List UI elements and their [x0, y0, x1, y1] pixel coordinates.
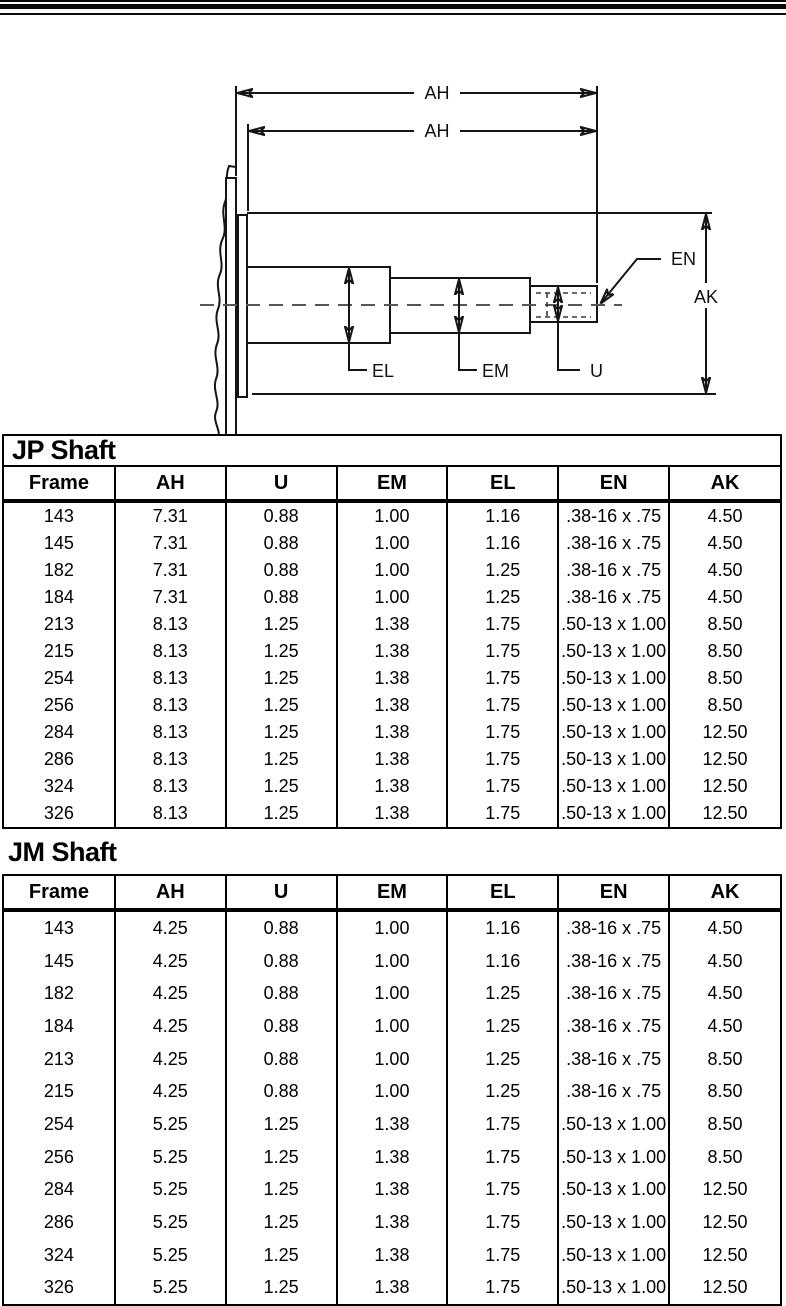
dim-label-ak: AK [693, 287, 719, 307]
table-cell: 1.25 [226, 1272, 337, 1305]
table-cell: .38-16 x .75 [558, 1010, 669, 1043]
table-cell: 4.50 [669, 977, 780, 1010]
table-cell: 0.88 [226, 530, 337, 557]
table-cell: 1.00 [337, 501, 448, 530]
table-cell: 1.75 [447, 1108, 558, 1141]
table-row [4, 719, 780, 746]
table-cell: 1.25 [447, 1043, 558, 1076]
table-row [4, 665, 780, 692]
table-row [4, 977, 780, 1010]
table-cell: 8.13 [115, 800, 226, 827]
table-cell: .50-13 x 1.00 [558, 665, 669, 692]
column-header-ak: AK [669, 467, 780, 501]
table-cell: 1.25 [226, 692, 337, 719]
table-cell: 1.75 [447, 1206, 558, 1239]
table-cell: .50-13 x 1.00 [558, 611, 669, 638]
table-cell: 8.50 [669, 638, 780, 665]
column-header-frame: Frame [4, 876, 115, 910]
table-row [4, 1043, 780, 1076]
table-cell: 0.88 [226, 910, 337, 945]
table-cell: 8.50 [669, 1141, 780, 1174]
table-cell: 326 [43, 803, 74, 823]
table-row [4, 557, 780, 584]
table-cell: 145 [43, 950, 74, 971]
table-row [4, 584, 780, 611]
table-cell: 7.31 [115, 584, 226, 611]
table-cell: .50-13 x 1.00 [558, 1141, 669, 1174]
table-cell: 4.25 [115, 977, 226, 1010]
table-cell: 254 [43, 668, 74, 688]
table-cell: 1.00 [337, 530, 448, 557]
column-header-em: EM [337, 467, 448, 501]
dim-label-u: U [590, 361, 603, 381]
jp-shaft-title: JP Shaft [4, 436, 780, 467]
table-cell: 8.13 [115, 719, 226, 746]
table-row [4, 692, 780, 719]
table-cell: 1.38 [337, 665, 448, 692]
table-cell: 1.38 [337, 1239, 448, 1272]
table-cell: .38-16 x .75 [558, 501, 669, 530]
table-cell: 1.16 [447, 945, 558, 978]
table-cell: .50-13 x 1.00 [558, 692, 669, 719]
table-cell: 1.16 [447, 501, 558, 530]
column-header-en: EN [558, 876, 669, 910]
table-cell: 1.75 [447, 773, 558, 800]
table-cell: 0.88 [226, 584, 337, 611]
table-cell: 8.50 [669, 665, 780, 692]
table-cell: 182 [43, 560, 74, 580]
table-cell: 1.38 [337, 692, 448, 719]
table-cell: .38-16 x .75 [558, 584, 669, 611]
table-cell: 215 [43, 641, 74, 661]
header-row [4, 876, 780, 910]
table-cell: 1.38 [337, 773, 448, 800]
table-cell: 256 [43, 1146, 74, 1167]
table-cell: 4.50 [669, 501, 780, 530]
table-cell: 5.25 [115, 1239, 226, 1272]
table-cell: 254 [43, 1113, 74, 1134]
table-cell: 1.75 [447, 719, 558, 746]
table-cell: .50-13 x 1.00 [558, 719, 669, 746]
column-header-el: EL [447, 467, 558, 501]
table-cell: 12.50 [669, 773, 780, 800]
table-cell: 1.75 [447, 746, 558, 773]
table-cell: 8.13 [115, 746, 226, 773]
table-cell: 1.16 [447, 910, 558, 945]
jm-shaft-table-block [2, 874, 782, 1306]
table-row [4, 910, 780, 945]
table-cell: 7.31 [115, 530, 226, 557]
table-row [4, 611, 780, 638]
table-cell: 145 [43, 533, 74, 553]
table-cell: 1.75 [447, 1272, 558, 1305]
table-cell: 12.50 [669, 746, 780, 773]
table-cell: 143 [43, 506, 74, 526]
header-row [4, 467, 780, 501]
table-cell: 1.25 [226, 1206, 337, 1239]
dimension-ak [689, 215, 723, 392]
table-row [4, 1010, 780, 1043]
table-row [4, 746, 780, 773]
table-cell: 4.25 [115, 1043, 226, 1076]
table-cell: 4.25 [115, 910, 226, 945]
table-cell: 12.50 [669, 719, 780, 746]
table-cell: 8.50 [669, 611, 780, 638]
column-header-ah: AH [115, 876, 226, 910]
table-cell: 1.00 [337, 1010, 448, 1043]
table-cell: 4.50 [669, 910, 780, 945]
column-header-u: U [226, 876, 337, 910]
table-cell: 12.50 [669, 800, 780, 827]
table-cell: 1.75 [447, 665, 558, 692]
table-cell: 1.38 [337, 1206, 448, 1239]
dim-label-ah-outer: AH [424, 83, 450, 103]
table-cell: 1.00 [337, 1075, 448, 1108]
table-cell: 182 [43, 983, 74, 1004]
table-cell: 0.88 [226, 977, 337, 1010]
table-cell: .50-13 x 1.00 [558, 1272, 669, 1305]
column-header-el: EL [447, 876, 558, 910]
table-cell: 1.25 [226, 773, 337, 800]
table-cell: 8.13 [115, 692, 226, 719]
column-header-ah: AH [115, 467, 226, 501]
table-cell: 5.25 [115, 1206, 226, 1239]
table-cell: 1.38 [337, 638, 448, 665]
table-cell: 4.50 [669, 530, 780, 557]
table-cell: 1.75 [447, 611, 558, 638]
table-cell: 1.25 [447, 1075, 558, 1108]
table-cell: 286 [43, 1212, 74, 1233]
table-cell: .50-13 x 1.00 [558, 1108, 669, 1141]
table-cell: 1.25 [447, 977, 558, 1010]
table-cell: 213 [43, 1048, 74, 1069]
table-cell: 1.25 [226, 1141, 337, 1174]
dimension-ah-inner [250, 121, 595, 141]
table-cell: 4.50 [669, 557, 780, 584]
table-cell: .38-16 x .75 [558, 910, 669, 945]
jm-shaft-table [4, 876, 780, 1304]
table-cell: 4.50 [669, 1010, 780, 1043]
table-cell: 1.25 [226, 665, 337, 692]
dimension-en [601, 249, 696, 303]
table-row [4, 1075, 780, 1108]
table-cell: 213 [43, 614, 74, 634]
jm-shaft-title: JM Shaft [8, 837, 117, 867]
table-cell: 1.38 [337, 1174, 448, 1207]
table-row [4, 1239, 780, 1272]
table-cell: 0.88 [226, 945, 337, 978]
table-cell: 8.50 [669, 1075, 780, 1108]
table-cell: 5.25 [115, 1141, 226, 1174]
table-cell: 5.25 [115, 1174, 226, 1207]
dimension-ah-outer [238, 83, 595, 103]
table-cell: 1.00 [337, 910, 448, 945]
table-cell: 1.38 [337, 1272, 448, 1305]
table-cell: 1.16 [447, 530, 558, 557]
table-cell: 12.50 [669, 1239, 780, 1272]
table-cell: 1.25 [447, 584, 558, 611]
table-cell: 215 [43, 1081, 74, 1102]
table-cell: 8.13 [115, 638, 226, 665]
table-row [4, 530, 780, 557]
jp-shaft-table [4, 467, 780, 827]
table-row [4, 1174, 780, 1207]
dim-label-em: EM [482, 361, 509, 381]
dim-label-el: EL [372, 361, 395, 381]
table-cell: .50-13 x 1.00 [558, 1174, 669, 1207]
table-cell: 184 [43, 587, 74, 607]
table-cell: 0.88 [226, 1010, 337, 1043]
table-cell: 1.00 [337, 584, 448, 611]
table-cell: 8.13 [115, 665, 226, 692]
table-cell: 1.00 [337, 1043, 448, 1076]
table-cell: 256 [43, 695, 74, 715]
table-cell: .50-13 x 1.00 [558, 773, 669, 800]
table-cell: 1.75 [447, 1141, 558, 1174]
table-cell: 4.50 [669, 584, 780, 611]
table-cell: 0.88 [226, 1043, 337, 1076]
jp-shaft-table-body [4, 501, 780, 827]
table-cell: 4.50 [669, 945, 780, 978]
table-cell: 1.38 [337, 1141, 448, 1174]
table-cell: 1.25 [226, 800, 337, 827]
table-cell: 1.00 [337, 557, 448, 584]
table-cell: 1.25 [447, 557, 558, 584]
table-cell: .38-16 x .75 [558, 557, 669, 584]
table-cell: .50-13 x 1.00 [558, 800, 669, 827]
table-cell: .38-16 x .75 [558, 945, 669, 978]
jm-shaft-table-header [4, 876, 780, 910]
table-cell: 7.31 [115, 557, 226, 584]
table-cell: 4.25 [115, 1010, 226, 1043]
table-cell: 1.00 [337, 945, 448, 978]
table-cell: 8.13 [115, 773, 226, 800]
column-header-ak: AK [669, 876, 780, 910]
dim-label-en: EN [671, 249, 697, 269]
table-cell: 8.50 [669, 1043, 780, 1076]
table-cell: 5.25 [115, 1108, 226, 1141]
table-row [4, 1141, 780, 1174]
table-cell: 4.25 [115, 945, 226, 978]
table-cell: .38-16 x .75 [558, 977, 669, 1010]
table-cell: 1.25 [226, 638, 337, 665]
table-cell: .38-16 x .75 [558, 1043, 669, 1076]
table-cell: 0.88 [226, 557, 337, 584]
table-cell: .50-13 x 1.00 [558, 638, 669, 665]
table-cell: 4.25 [115, 1075, 226, 1108]
table-cell: 1.38 [337, 800, 448, 827]
table-cell: 1.38 [337, 719, 448, 746]
table-cell: 1.75 [447, 638, 558, 665]
table-cell: 324 [43, 776, 74, 796]
table-cell: .50-13 x 1.00 [558, 1239, 669, 1272]
table-row [4, 501, 780, 530]
table-cell: 12.50 [669, 1174, 780, 1207]
table-cell: 8.50 [669, 1108, 780, 1141]
table-cell: 326 [43, 1277, 74, 1298]
table-cell: 324 [43, 1244, 74, 1265]
table-cell: .50-13 x 1.00 [558, 1206, 669, 1239]
table-cell: 12.50 [669, 1206, 780, 1239]
table-cell: 1.25 [226, 1239, 337, 1272]
table-cell: 1.25 [226, 1108, 337, 1141]
table-cell: 284 [43, 1179, 74, 1200]
column-header-u: U [226, 467, 337, 501]
extension-lines [236, 86, 719, 394]
column-header-frame: Frame [4, 467, 115, 501]
table-cell: .50-13 x 1.00 [558, 746, 669, 773]
table-cell: 0.88 [226, 1075, 337, 1108]
table-row [4, 945, 780, 978]
jp-shaft-table-block [2, 434, 782, 829]
table-cell: 1.75 [447, 800, 558, 827]
table-cell: 1.75 [447, 692, 558, 719]
table-cell: 184 [43, 1015, 74, 1036]
table-row [4, 1206, 780, 1239]
table-cell: 1.38 [337, 611, 448, 638]
jm-shaft-table-body [4, 910, 780, 1304]
table-cell: 8.50 [669, 692, 780, 719]
table-row [4, 800, 780, 827]
table-cell: .38-16 x .75 [558, 1075, 669, 1108]
table-cell: 1.25 [447, 1010, 558, 1043]
table-cell: .38-16 x .75 [558, 530, 669, 557]
table-cell: 286 [43, 749, 74, 769]
table-cell: 8.13 [115, 611, 226, 638]
table-cell: 1.25 [226, 1174, 337, 1207]
table-cell: 12.50 [669, 1272, 780, 1305]
table-cell: 1.38 [337, 746, 448, 773]
table-cell: 7.31 [115, 501, 226, 530]
table-row [4, 1272, 780, 1305]
table-cell: 1.38 [337, 1108, 448, 1141]
table-row [4, 638, 780, 665]
table-cell: 1.75 [447, 1174, 558, 1207]
shaft-dimension-diagram [0, 0, 786, 436]
table-row [4, 773, 780, 800]
table-cell: 0.88 [226, 501, 337, 530]
table-cell: 1.25 [226, 746, 337, 773]
column-header-en: EN [558, 467, 669, 501]
dim-label-ah-inner: AH [424, 121, 450, 141]
table-cell: 1.00 [337, 977, 448, 1010]
table-cell: 1.75 [447, 1239, 558, 1272]
table-cell: 1.25 [226, 611, 337, 638]
table-cell: 5.25 [115, 1272, 226, 1305]
table-cell: 143 [43, 917, 74, 938]
column-header-em: EM [337, 876, 448, 910]
jp-shaft-table-header [4, 467, 780, 501]
table-cell: 1.25 [226, 719, 337, 746]
table-row [4, 1108, 780, 1141]
table-cell: 284 [43, 722, 74, 742]
